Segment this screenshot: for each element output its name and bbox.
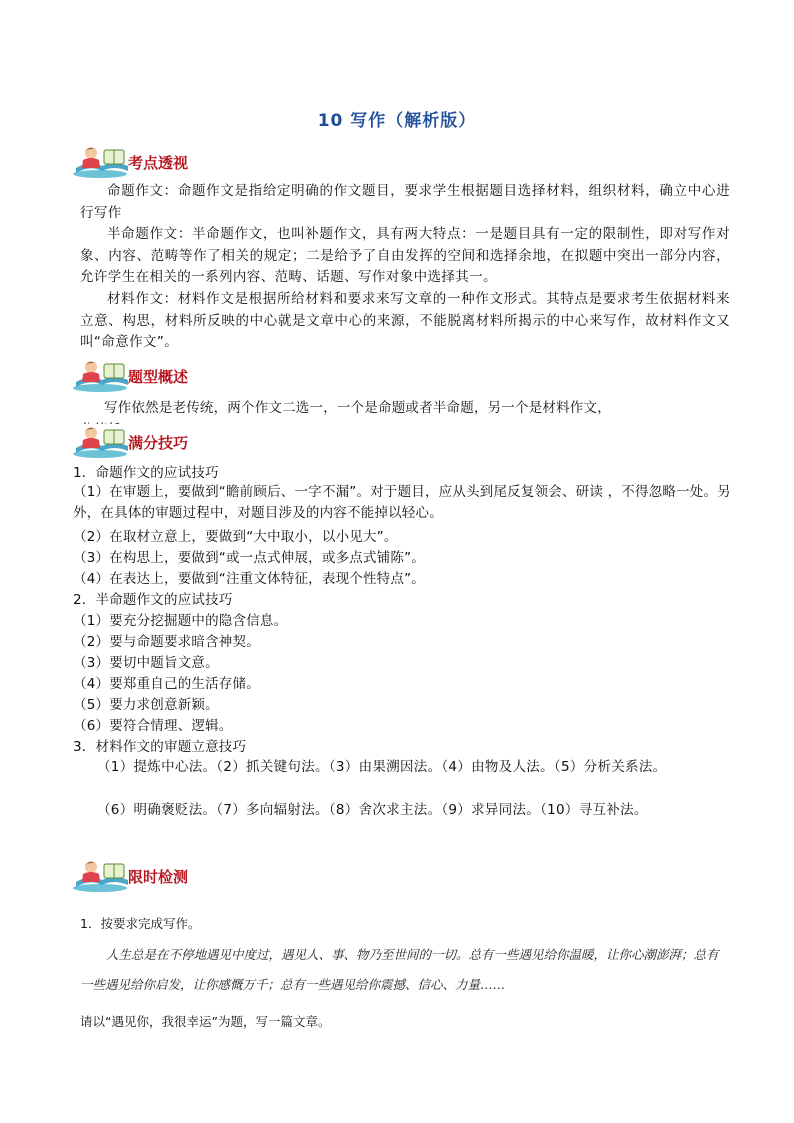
paragraph-mingti: 命题作文：命题作文是指给定明确的作文题目，要求学生根据题目选择材料，组织材料，确立中心进行写作 <box>80 183 730 221</box>
tip-1-2: （2）在取材立意上，要做到“大中取小，以小见大”。 <box>73 529 398 545</box>
reading-person-icon <box>72 424 130 458</box>
exercise-question: 1．按要求完成写作。 <box>80 916 201 931</box>
section-title: 题型概述 <box>128 368 189 386</box>
tip-heading-1: 1．命题作文的应试技巧 <box>73 465 219 481</box>
tip-2-6: （6）要符合情理、逻辑。 <box>73 718 233 734</box>
tip-3-1: （1）提炼中心法。（2）抓关键句法。（3）由果溯因法。（4）由物及人法。（5）分析关系法。 <box>97 759 667 775</box>
reading-person-icon <box>72 858 130 892</box>
paragraph-banmingti: 半命题作文：半命题作文，也叫补题作文，具有两大特点：一是题目具有一定的限制性，即对写作对象、内容、范畴等作了相关的规定；二是给予了自由发挥的空间和选择余地，在拟题中突出一部分内容，允许学生在相关的一系列内容、范畴、话题、写作对象中选择其一。 <box>80 226 730 285</box>
tip-2-3: （3）要切中题旨文意。 <box>73 655 219 671</box>
tip-3-2: （6）明确褒贬法。（7）多向辐射法。（8）舍次求主法。（9）求异同法。（10）寻互补法。 <box>97 802 648 818</box>
exercise-prompt: 请以“遇见你，我很幸运”为题，写一篇文章。 <box>80 1014 331 1029</box>
paragraph-tixing-line1: 写作依然是老传统，两个作文二选一，一个是命题或者半命题，另一个是材料作文， <box>104 400 611 416</box>
section-header-tixing <box>72 358 272 392</box>
tip-1-1: （1）在审题上，要做到“瞻前顾后、一字不漏”。对于题目，应从头到尾反复领会、研读 ，不得忽略一处。另外，在具体的审题过程中，对题目涉及的内容不能掉以轻心。 <box>73 484 731 521</box>
tip-2-1: （1）要充分挖掘题中的隐含信息。 <box>73 613 288 629</box>
tip-2-2: （2）要与命题要求暗含神契。 <box>73 634 260 650</box>
section-header-kaodian <box>72 144 272 178</box>
page-title: 10 写作（解析版） <box>317 111 477 131</box>
section-header-manfen <box>72 424 272 458</box>
tip-heading-3: 3．材料作文的审题立意技巧 <box>73 739 247 755</box>
section-title: 考点透视 <box>128 154 189 172</box>
tip-1-3: （3）在构思上，要做到“或一点式伸展，或多点式铺陈”。 <box>73 550 425 566</box>
reading-person-icon <box>72 144 130 178</box>
section-header-xianshi <box>72 858 272 892</box>
section-title: 限时检测 <box>128 868 189 886</box>
reading-person-icon <box>72 358 130 392</box>
tip-heading-2: 2．半命题作文的应试技巧 <box>73 592 233 608</box>
paragraph-cailiao: 材料作文：材料作文是根据所给材料和要求来写文章的一种作文形式。其特点是要求考生依据材料来立意、构思，材料所反映的中心就是文章中心的来源，不能脱离材料所揭示的中心来写作，故材料作文又叫“命意作文”。 <box>80 291 730 350</box>
section-title: 满分技巧 <box>128 434 189 452</box>
exercise-quote: 人生总是在不停地遇见中度过，遇见人、事、物乃至世间的一切。总有一些遇见给你温暖，让你心潮澎湃；总有一些遇见给你启发，让你感慨万千；总有一些遇见给你震撼、信心、力量…… <box>80 947 719 992</box>
tip-1-4: （4）在表达上，要做到“注重文体特征，表现个性特点”。 <box>73 571 425 587</box>
tip-2-5: （5）要力求创意新颖。 <box>73 697 219 713</box>
tip-2-4: （4）要郑重自己的生活存储。 <box>73 676 260 692</box>
